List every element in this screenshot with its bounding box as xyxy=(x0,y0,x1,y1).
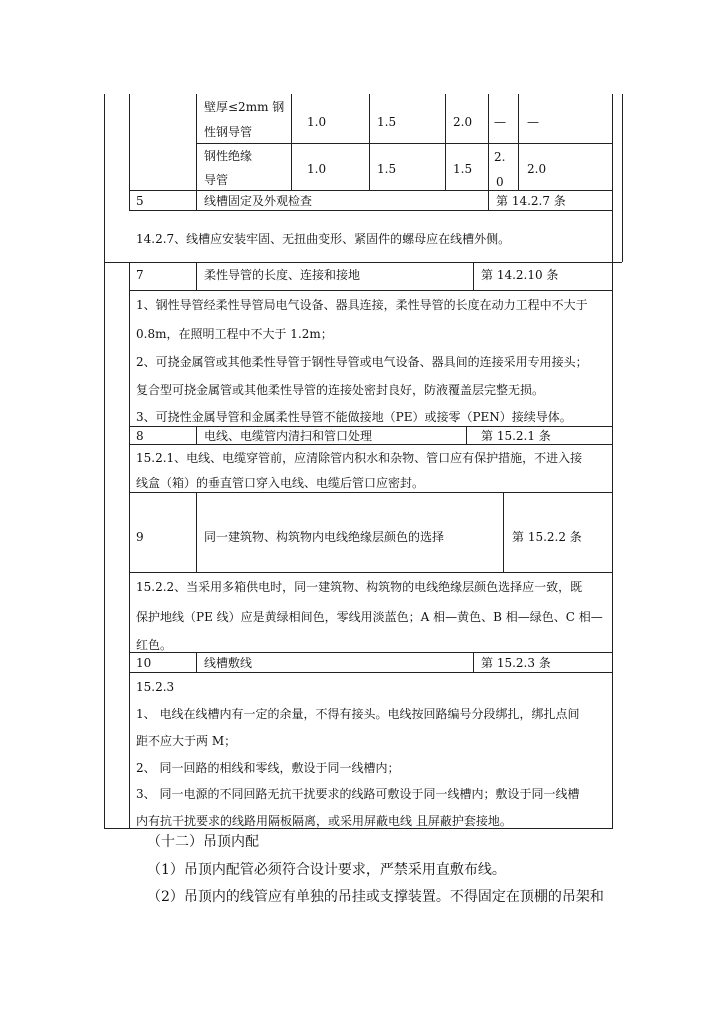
item-5-title: 线槽固定及外观检查 xyxy=(204,194,313,208)
grid-line xyxy=(196,652,197,672)
row-a-value: 1.5 xyxy=(377,115,397,129)
table-border-left-inner xyxy=(129,94,130,210)
grid-line xyxy=(291,94,292,190)
grid-line xyxy=(129,672,612,673)
table-border-bottom xyxy=(104,828,613,829)
item-8-text-line: 15.2.1、电线、电缆穿管前，应清除管内积水和杂物、管口应有保护措施，不进入接 xyxy=(136,451,583,465)
row-b-value: 1.5 xyxy=(377,162,397,176)
row-b-value: 0 xyxy=(496,175,504,189)
item-10-text-line: 15.2.3 xyxy=(136,680,175,694)
grid-line xyxy=(196,190,197,210)
grid-line xyxy=(445,94,446,190)
item-9-text-line: 保护地线（PE 线）应是黄绿相间色，零线用淡蓝色；A 相—黄色、B 相—绿色、C 相— xyxy=(136,610,603,624)
row-b-value: 1.5 xyxy=(453,162,473,176)
row-a-value: — xyxy=(494,115,506,129)
grid-line xyxy=(518,94,519,190)
item-10-text-line: 2、 同一回路的相线和零线，敷设于同一线槽内； xyxy=(136,761,400,775)
item-9-text-line: 红色。 xyxy=(136,638,173,652)
grid-line xyxy=(196,426,197,444)
item-7-text-line: 0.8m，在照明工程中不大于 1.2m； xyxy=(136,327,333,341)
item-5-text: 14.2.7、线槽应安装牢固、无扭曲变形、紧固件的螺母应在线槽外侧。 xyxy=(136,232,511,246)
item-5-number: 5 xyxy=(136,194,144,208)
item-8-number: 8 xyxy=(136,429,144,443)
row-b-value: 1.0 xyxy=(307,162,327,176)
grid-line xyxy=(129,572,612,573)
grid-line xyxy=(129,492,612,493)
grid-line xyxy=(129,190,612,191)
row-a-label-line2: 性钢导管 xyxy=(204,125,253,139)
item-8-title: 电线、电缆管内清扫和管口处理 xyxy=(204,429,373,443)
item-7-number: 7 xyxy=(136,268,144,282)
row-b-value: 2.0 xyxy=(527,162,547,176)
section-heading: （十二）吊顶内配 xyxy=(147,834,259,850)
section-paragraph: （2）吊顶内的线管应有单独的吊挂或支撑装置。不得固定在顶棚的吊架和 xyxy=(147,889,604,905)
item-10-clause: 第 15.2.3 条 xyxy=(481,656,551,670)
grid-line xyxy=(196,492,197,572)
item-7-clause: 第 14.2.10 条 xyxy=(481,268,559,282)
item-7-text-line: 复合型可挠金属管或其他柔性导管的连接处密封良好，防液覆盖层完整无损。 xyxy=(136,383,545,397)
item-8-clause: 第 15.2.1 条 xyxy=(481,429,551,443)
grid-line xyxy=(196,262,197,290)
grid-line xyxy=(129,210,612,211)
grid-line xyxy=(466,426,467,444)
grid-line xyxy=(196,94,197,190)
item-9-text-line: 15.2.2、当采用多箱供电时，同一建筑物、构筑物的电线绝缘层颜色选择应一致，既 xyxy=(136,580,583,594)
row-a-value: — xyxy=(527,115,539,129)
item-10-number: 10 xyxy=(136,656,152,670)
row-b-value: 2. xyxy=(494,150,506,164)
grid-line xyxy=(196,143,612,144)
item-9-clause: 第 15.2.2 条 xyxy=(512,530,582,544)
item-5-clause: 第 14.2.7 条 xyxy=(496,194,566,208)
row-a-value: 2.0 xyxy=(453,115,473,129)
grid-line xyxy=(473,262,474,290)
item-10-text-line: 距不应大于两 M； xyxy=(136,734,237,748)
grid-line xyxy=(129,290,612,291)
row-a-label-line1: 壁厚≤2mm 钢 xyxy=(204,100,285,114)
grid-line xyxy=(129,426,612,427)
item-9-number: 9 xyxy=(136,530,144,544)
item-9-title: 同一建筑物、构筑物内电线绝缘层颜色的选择 xyxy=(204,530,445,544)
item-7-text-line: 1、钢性导管经柔性导管局电气设备、器具连接，柔性导管的长度在动力工程中不大于 xyxy=(136,298,588,312)
section-paragraph: （1）吊顶内配管必须符合设计要求，严禁采用直敷布线。 xyxy=(147,862,506,878)
grid-line xyxy=(488,94,489,210)
item-10-text-line: 3、 同一电源的不同回路无抗干扰要求的线路可敷设于同一线槽内；敷设于同一线槽 xyxy=(136,787,580,801)
table-border-right xyxy=(612,94,613,829)
item-10-title: 线槽敷线 xyxy=(204,656,253,670)
grid-line xyxy=(129,652,612,653)
item-8-text-line: 线盒（箱）的垂直管口穿入电线、电缆后管口应密封。 xyxy=(136,476,425,490)
item-7-text-line: 2、可挠金属管或其他柔性导管于钢性导管或电气设备、器具间的连接采用专用接头； xyxy=(136,355,588,369)
grid-line xyxy=(503,492,504,572)
grid-line xyxy=(104,262,622,263)
item-10-text-line: 内有抗干扰要求的线路用隔板隔离，或采用屏蔽电线 且屏蔽护套接地。 xyxy=(136,814,512,828)
grid-line xyxy=(369,94,370,190)
grid-line xyxy=(473,652,474,672)
table-border-left xyxy=(104,94,105,829)
row-a-value: 1.0 xyxy=(307,115,327,129)
row-b-label-line1: 钢性绝缘 xyxy=(204,149,253,163)
item-10-text-line: 1、 电线在线槽内有一定的余量，不得有接头。电线按回路编号分段绑扎，绑扎点间 xyxy=(136,707,580,721)
table-border-right-outer xyxy=(622,94,623,262)
item-7-title: 柔性导管的长度、连接和接地 xyxy=(204,268,361,282)
row-b-label-line2: 导管 xyxy=(204,173,229,187)
item-7-text-line: 3、可挠性金属导管和金属柔性导管不能做接地（PE）或接零（PEN）接续导体。 xyxy=(136,410,572,424)
table-border-left-inner xyxy=(129,262,130,829)
grid-line xyxy=(129,444,612,445)
